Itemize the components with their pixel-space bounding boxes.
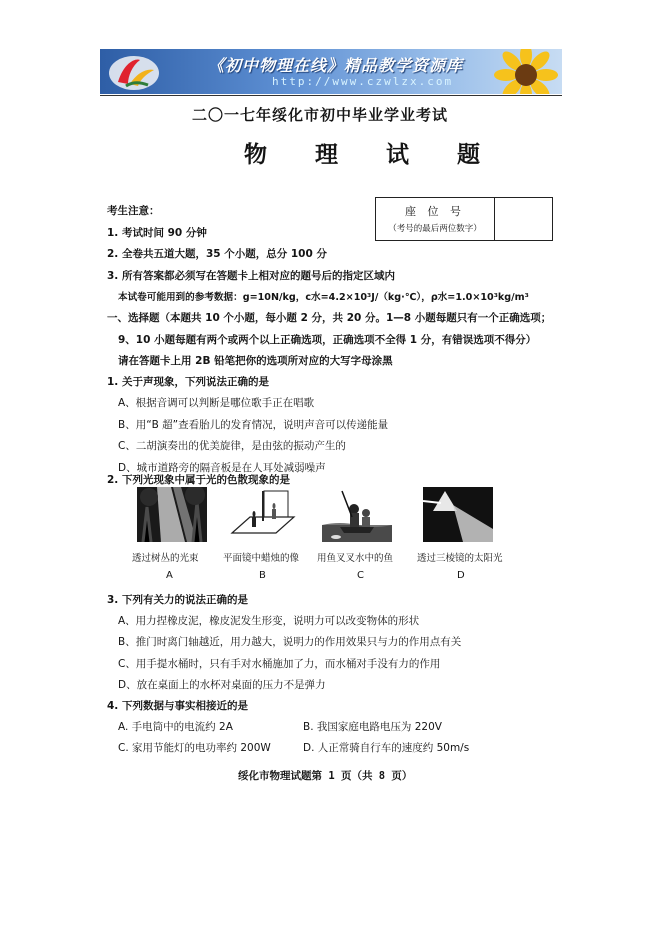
q2-caption-b: 平面镜中蜡烛的像 [223,553,300,564]
q2-label-b: B [259,570,266,581]
logo-icon [106,52,162,92]
q4-stem: 4. 下列数据与事实相接近的是 [107,700,248,712]
tree-light-beam-image [137,487,207,542]
seat-divider [494,198,495,240]
q3-option-c: C、用手提水桶时，只有手对水桶施加了力，而水桶对手没有力的作用 [118,658,441,670]
q2-label-d: D [457,570,465,581]
notice-item-3: 3. 所有答案都必须写在答题卡上相对应的题号后的指定区域内 [107,270,395,282]
mirror-candle-image [226,487,296,542]
q3-option-b: B、推门时离门轴越近，用力越大，说明力的作用效果只与力的作用点有关 [118,636,462,648]
banner-rule [100,95,562,96]
q1-option-c: C、二胡演奏出的优美旋律，是由弦的振动产生的 [118,440,346,452]
q4-option-d: D. 人正常骑自行车的速度约 50m/s [303,742,470,754]
q1-option-b: B、用“B 超”查看胎儿的发育情况，说明声音可以传递能量 [118,419,389,431]
q3-option-d: D、放在桌面上的水杯对桌面的压力不是弹力 [118,679,326,691]
q4-option-b: B. 我国家庭电路电压为 220V [303,721,442,733]
seat-label: 座 位 号 [405,205,465,218]
seat-number-box [375,197,553,241]
q1-option-a: A、根据音调可以判断是哪位歌手正在唱歌 [118,397,315,409]
banner-title: 《初中物理在线》精品教学资源库 [208,56,464,75]
q4-option-c: C. 家用节能灯的电功率约 200W [118,742,271,754]
spear-fish-image [322,487,392,542]
seat-note: （考号的最后两位数字） [388,224,482,234]
subject-title: 物 理 试 题 [244,141,501,168]
q2-caption-a: 透过树丛的光束 [132,553,199,564]
q3-stem: 3. 下列有关力的说法正确的是 [107,594,248,606]
reference-constants: 本试卷可能用到的参考数据：g=10N/kg，c水=4.2×10³J/（kg·℃），ρ水=1.0×10³kg/m³ [118,292,529,303]
q1-option-d: D、城市道路旁的隔音板是在人耳处减弱噪声 [118,462,326,474]
exam-title: 二〇一七年绥化市初中毕业学业考试 [192,106,449,124]
q3-option-a: A、用力捏橡皮泥，橡皮泥发生形变，说明力可以改变物体的形状 [118,615,420,627]
banner-url: http://www.czwlzx.com [272,75,454,88]
q2-stem: 2. 下列光现象中属于光的色散现象的是 [107,474,290,486]
q2-label-a: A [166,570,173,581]
q2-label-c: C [357,570,364,581]
section1-line3: 请在答题卡上用 2B 铅笔把你的选项所对应的大写字母涂黑 [118,355,393,367]
notice-item-2: 2. 全卷共五道大题，35 个小题，总分 100 分 [107,248,327,260]
q2-caption-d: 透过三棱镜的太阳光 [417,553,503,564]
notice-item-1: 1. 考试时间 90 分钟 [107,227,207,239]
q4-option-a: A. 手电筒中的电流约 2A [118,721,233,733]
section1-line1: 一、选择题（本题共 10 个小题，每小题 2 分，共 20 分。1—8 小题每题只有一个正确选项； [107,312,552,324]
sunflower-icon [488,49,558,94]
q1-stem: 1. 关于声现象，下列说法正确的是 [107,376,269,388]
section1-line2: 9、10 小题每题有两个或两个以上正确选项，正确选项不全得 1 分，有错误选项不得分） [118,334,537,346]
q2-caption-c: 用鱼叉叉水中的鱼 [317,553,394,564]
prism-sunlight-image [423,487,493,542]
page-footer: 绥化市物理试题第 1 页（共 8 页） [238,770,413,782]
header-banner [100,49,562,94]
notice-heading: 考生注意： [107,205,160,217]
